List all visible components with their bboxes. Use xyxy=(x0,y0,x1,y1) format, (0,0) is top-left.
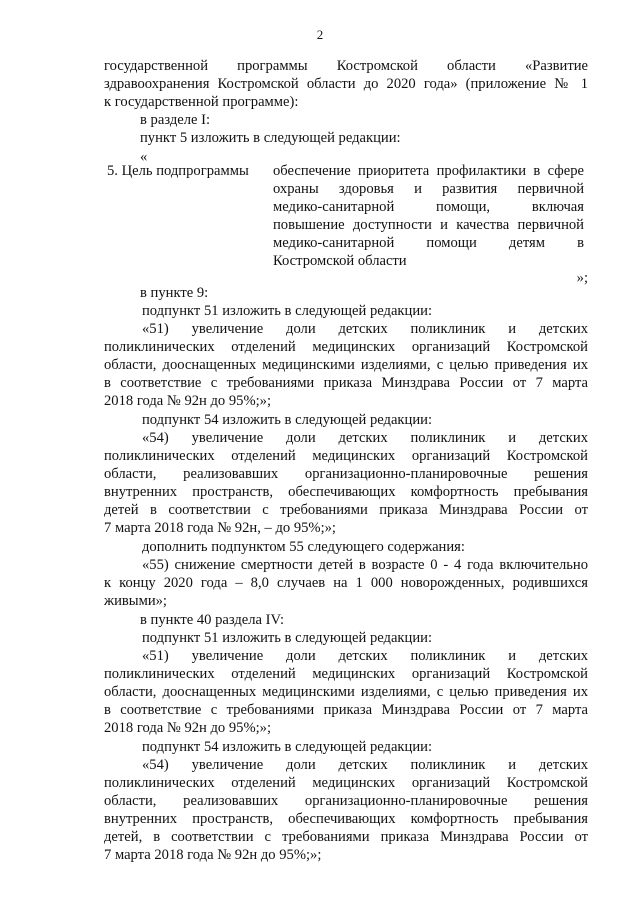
block5-line-4: внутренних пространств, обеспечивающих комфортность пребывания xyxy=(104,811,588,827)
block5-heading: подпункт 54 изложить в следующей редакции: xyxy=(142,739,433,755)
block2-line-5: детей в соответствии с требованиями приказа Минздрава России от xyxy=(104,502,588,518)
intro-line-1: государственной программы Костромской области «Развитие xyxy=(104,58,588,74)
block2-line-2: поликлинических отделений медицинских организаций Костромской xyxy=(104,448,588,464)
block4-line-4: в соответствие с требованиями приказа Минздрава России от 7 марта xyxy=(104,702,588,718)
table-right-line-1: обеспечение приоритета профилактики в сфере xyxy=(273,163,584,179)
block3-line-1: «55) снижение смертности детей в возрасте 0 - 4 года включительно xyxy=(142,557,588,573)
block5-line-1: «54) увеличение доли детских поликлиник и детских xyxy=(142,757,588,773)
block4-line-5: 2018 года № 92н до 95%;»; xyxy=(104,720,272,736)
block2-line-6: 7 марта 2018 года № 92н, – до 95%;»; xyxy=(104,520,336,536)
block1-line-2: поликлинических отделений медицинских организаций Костромской xyxy=(104,339,588,355)
block5-line-2: поликлинических отделений медицинских организаций Костромской xyxy=(104,775,588,791)
block1-line-5: 2018 года № 92н до 95%;»; xyxy=(104,393,272,409)
block1-heading: подпункт 51 изложить в следующей редакции: xyxy=(142,303,433,319)
table-right-line-2: охраны здоровья и развития первичной xyxy=(273,181,584,197)
block4-line-3: области, дооснащенных медицинскими изделиями, с целью приведения их xyxy=(104,684,588,700)
table-right-line-4: повышение доступности и качества первичной xyxy=(273,217,584,233)
closing-quote: »; xyxy=(576,270,588,286)
page-number: 2 xyxy=(316,27,324,42)
block5-line-6: 7 марта 2018 года № 92н до 95%;»; xyxy=(104,847,322,863)
block2-line-3: области, реализовавших организационно-планировочные решения xyxy=(104,466,588,482)
table-right-line-3: медико-санитарной помощи, включая xyxy=(273,199,584,215)
table-right-line-6: Костромской области xyxy=(273,253,407,269)
block2-line-1: «54) увеличение доли детских поликлиник и детских xyxy=(142,430,588,446)
block4-heading: подпункт 51 изложить в следующей редакции: xyxy=(142,630,433,646)
point-5-heading: пункт 5 изложить в следующей редакции: xyxy=(140,130,401,146)
block1-line-4: в соответствие с требованиями приказа Минздрава России от 7 марта xyxy=(104,375,588,391)
block1-line-3: области, дооснащенных медицинскими изделиями, с целью приведения их xyxy=(104,357,588,373)
block5-line-5: детей, в соответствии с требованиями приказа Минздрава России от xyxy=(104,829,588,845)
block3-heading: дополнить подпунктом 55 следующего содержания: xyxy=(142,539,465,555)
block2-heading: подпункт 54 изложить в следующей редакции: xyxy=(142,412,433,428)
intro-line-2: здравоохранения Костромской области до 2020 года» (приложение № 1 xyxy=(104,76,588,92)
block4-line-1: «51) увеличение доли детских поликлиник и детских xyxy=(142,648,588,664)
block3-line-3: живыми»; xyxy=(104,593,167,609)
opening-quote: « xyxy=(140,149,148,165)
block5-line-3: области, реализовавших организационно-планировочные решения xyxy=(104,793,588,809)
point-9-heading: в пункте 9: xyxy=(140,285,209,301)
table-right-line-5: медико-санитарной помощи детям в xyxy=(273,235,584,251)
point-40-heading: в пункте 40 раздела IV: xyxy=(140,612,285,628)
block3-line-2: к концу 2020 года – 8,0 случаев на 1 000 новорожденных, родившихся xyxy=(104,575,588,591)
section-1-heading: в разделе I: xyxy=(140,112,211,128)
block1-line-1: «51) увеличение доли детских поликлиник и детских xyxy=(142,321,588,337)
block4-line-2: поликлинических отделений медицинских организаций Костромской xyxy=(104,666,588,682)
table-left-cell: 5. Цель подпрограммы xyxy=(107,163,249,179)
intro-line-3: к государственной программе): xyxy=(104,94,299,110)
block2-line-4: внутренних пространств, обеспечивающих комфортность пребывания xyxy=(104,484,588,500)
